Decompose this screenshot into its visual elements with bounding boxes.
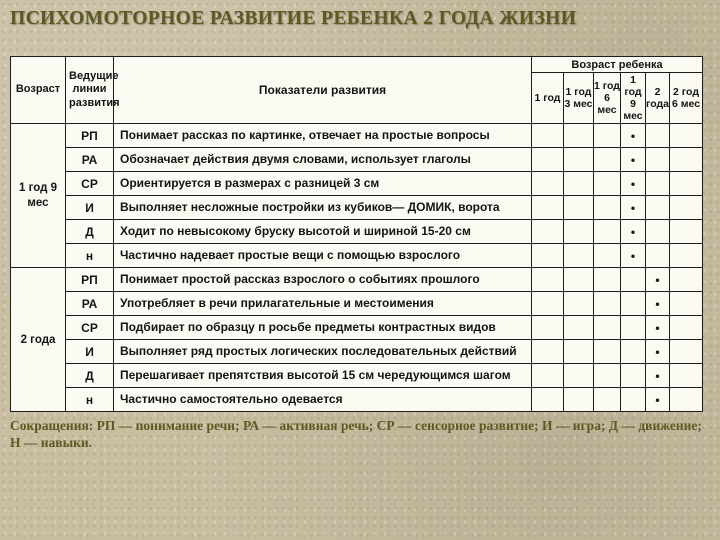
header-age-column: 1 год 6 мес [594,73,621,124]
empty-age-cell [646,196,670,220]
empty-age-cell [621,388,646,412]
empty-age-cell [564,148,594,172]
header-age-column: 1 год 3 мес [564,73,594,124]
indicator-text: Ходит по невысокому бруску высотой и шириной 15-20 см [114,220,532,244]
empty-age-cell [564,268,594,292]
empty-age-cell [532,316,564,340]
abbreviations-legend: Сокращения: РП — понимание речи; РА — активная речь; СР — сенсорное развитие; И — игра; Д — движение; Н — навыки. [10,418,702,451]
milestone-bullet-mark: • [646,388,670,412]
empty-age-cell [532,292,564,316]
empty-age-cell [670,148,703,172]
empty-age-cell [646,124,670,148]
table-row [11,220,703,244]
milestone-bullet-mark: • [646,340,670,364]
empty-age-cell [670,364,703,388]
dev-line-abbreviation: СР [66,316,114,340]
milestone-bullet-mark: • [621,244,646,268]
indicator-text: Перешагивает препятствия высотой 15 см чередующимся шагом [114,364,532,388]
dev-line-abbreviation: И [66,340,114,364]
empty-age-cell [594,124,621,148]
dev-line-abbreviation: н [66,244,114,268]
milestone-bullet-mark: • [646,268,670,292]
empty-age-cell [564,364,594,388]
header-row-top [11,57,703,73]
empty-age-cell [594,148,621,172]
empty-age-cell [646,244,670,268]
empty-age-cell [564,340,594,364]
empty-age-cell [621,340,646,364]
table-row [11,292,703,316]
milestone-bullet-mark: • [646,316,670,340]
dev-line-abbreviation: Д [66,220,114,244]
empty-age-cell [532,244,564,268]
indicator-text: Частично самостоятельно одевается [114,388,532,412]
dev-line-abbreviation: РП [66,124,114,148]
empty-age-cell [564,292,594,316]
empty-age-cell [594,316,621,340]
age-group-label: 2 года [11,268,66,412]
empty-age-cell [532,220,564,244]
empty-age-cell [594,196,621,220]
empty-age-cell [532,268,564,292]
table-row [11,148,703,172]
indicator-text: Понимает простой рассказ взрослого о событиях прошлого [114,268,532,292]
indicator-text: Обозначает действия двумя словами, использует глаголы [114,148,532,172]
empty-age-cell [621,268,646,292]
header-dev-lines: Ведущие линии развития [66,57,114,124]
dev-line-abbreviation: РА [66,148,114,172]
table-body [11,124,703,412]
header-age-column: 1 год [532,73,564,124]
empty-age-cell [532,196,564,220]
empty-age-cell [564,244,594,268]
empty-age-cell [670,244,703,268]
milestone-bullet-mark: • [621,148,646,172]
empty-age-cell [564,124,594,148]
empty-age-cell [670,268,703,292]
header-age-column: 2 года [646,73,670,124]
empty-age-cell [594,388,621,412]
empty-age-cell [670,196,703,220]
empty-age-cell [670,220,703,244]
empty-age-cell [670,316,703,340]
empty-age-cell [594,220,621,244]
empty-age-cell [532,388,564,412]
dev-line-abbreviation: СР [66,172,114,196]
empty-age-cell [532,172,564,196]
empty-age-cell [594,340,621,364]
empty-age-cell [621,316,646,340]
table-row [11,268,703,292]
table-row [11,124,703,148]
empty-age-cell [564,172,594,196]
empty-age-cell [532,364,564,388]
dev-line-abbreviation: н [66,388,114,412]
indicator-text: Ориентируется в размерах с разницей 3 см [114,172,532,196]
header-age-column: 2 год 6 мес [670,73,703,124]
empty-age-cell [621,292,646,316]
empty-age-cell [646,172,670,196]
empty-age-cell [564,388,594,412]
milestone-bullet-mark: • [646,364,670,388]
milestone-bullet-mark: • [621,172,646,196]
header-indicators: Показатели развития [114,57,532,124]
table-row [11,172,703,196]
empty-age-cell [670,292,703,316]
table-row [11,340,703,364]
milestone-bullet-mark: • [621,196,646,220]
table-row [11,316,703,340]
milestone-bullet-mark: • [621,124,646,148]
header-age-column: 1 год 9 мес [621,73,646,124]
table-header [11,57,703,124]
milestone-bullet-mark: • [646,292,670,316]
empty-age-cell [532,148,564,172]
dev-line-abbreviation: И [66,196,114,220]
dev-line-abbreviation: Д [66,364,114,388]
empty-age-cell [564,316,594,340]
empty-age-cell [621,364,646,388]
indicator-text: Частично надевает простые вещи с помощью взрослого [114,244,532,268]
header-age: Возраст [11,57,66,124]
empty-age-cell [646,220,670,244]
header-child-age-group: Возраст ребенка [532,57,703,73]
age-group-label: 1 год 9 мес [11,124,66,268]
indicator-text: Выполняет несложные постройки из кубиков— ДОМИК, ворота [114,196,532,220]
dev-line-abbreviation: РА [66,292,114,316]
empty-age-cell [594,292,621,316]
table-row [11,364,703,388]
empty-age-cell [646,148,670,172]
empty-age-cell [564,196,594,220]
table-row [11,244,703,268]
empty-age-cell [564,220,594,244]
empty-age-cell [670,124,703,148]
empty-age-cell [532,340,564,364]
empty-age-cell [670,340,703,364]
empty-age-cell [594,244,621,268]
indicator-text: Подбирает по образцу п росьбе предметы контрастных видов [114,316,532,340]
table-row [11,196,703,220]
development-table [10,56,703,412]
empty-age-cell [532,124,564,148]
table-row [11,388,703,412]
indicator-text: Понимает рассказ по картинке, отвечает на простые вопросы [114,124,532,148]
empty-age-cell [670,388,703,412]
milestone-bullet-mark: • [621,220,646,244]
indicator-text: Употребляет в речи прилагательные и местоимения [114,292,532,316]
empty-age-cell [594,268,621,292]
indicator-text: Выполняет ряд простых логических последовательных действий [114,340,532,364]
empty-age-cell [594,364,621,388]
dev-line-abbreviation: РП [66,268,114,292]
empty-age-cell [594,172,621,196]
empty-age-cell [670,172,703,196]
page-title: ПСИХОМОТОРНОЕ РАЗВИТИЕ РЕБЕНКА 2 ГОДА ЖИЗНИ [10,8,577,29]
